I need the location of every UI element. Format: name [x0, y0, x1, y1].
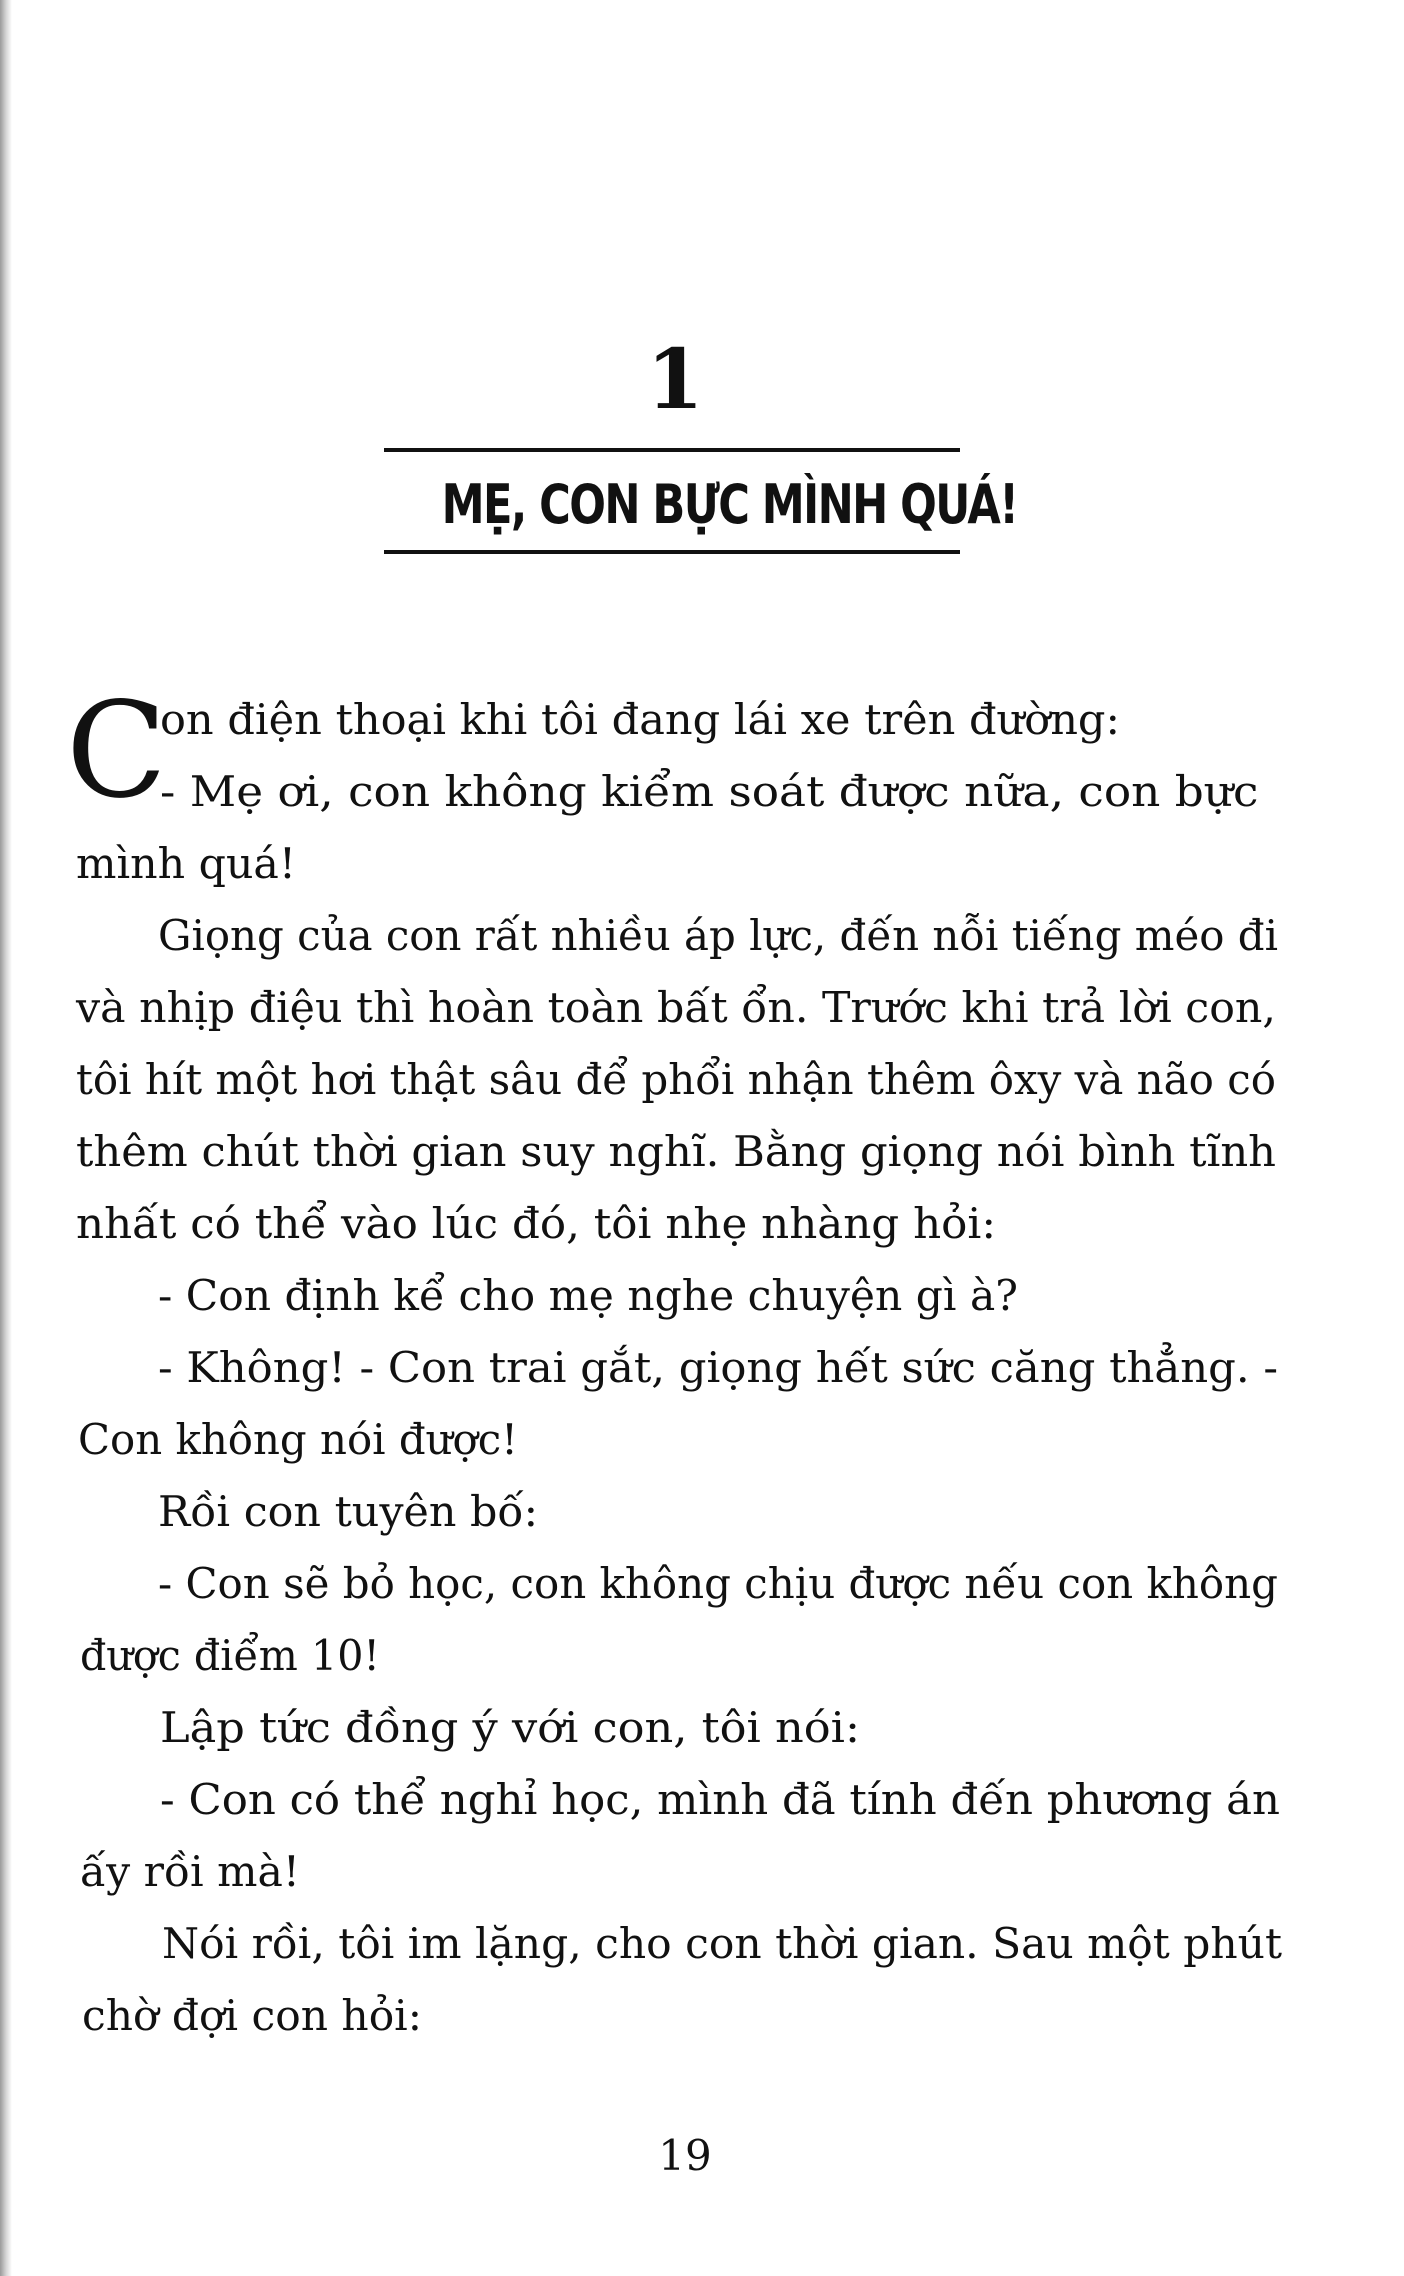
body-line: mình quá! [76, 839, 297, 888]
drop-cap: C [66, 674, 167, 828]
chapter-number: 1 [646, 332, 704, 428]
body-line: thêm chút thời gian suy nghĩ. Bằng giọng nói bình tĩnh [76, 1127, 1277, 1176]
body-line: Nói rồi, tôi im lặng, cho con thời gian. Sau một phút [162, 1919, 1283, 1968]
body-line: chờ đợi con hỏi: [82, 1991, 422, 2040]
body-line: Rồi con tuyên bố: [158, 1487, 539, 1536]
body-line: - Con có thể nghỉ học, mình đã tính đến phương án [160, 1775, 1281, 1824]
body-line: và nhịp điệu thì hoàn toàn bất ổn. Trước khi trả lời con, [76, 983, 1276, 1032]
body-line: - Con sẽ bỏ học, con không chịu được nếu con không [158, 1559, 1278, 1608]
body-line: tôi hít một hơi thật sâu để phổi nhận thêm ôxy và não có [76, 1055, 1276, 1104]
body-line: - Không! - Con trai gắt, giọng hết sức căng thẳng. - [158, 1343, 1278, 1392]
body-line: nhất có thể vào lúc đó, tôi nhẹ nhàng hỏi: [76, 1199, 997, 1248]
body-line: - Mẹ ơi, con không kiểm soát được nữa, con bực [160, 767, 1259, 816]
body-line: Lập tức đồng ý với con, tôi nói: [160, 1703, 860, 1752]
body-line: on điện thoại khi tôi đang lái xe trên đường: [160, 695, 1121, 744]
body-line: được điểm 10! [80, 1631, 380, 1680]
body-line: Giọng của con rất nhiều áp lực, đến nỗi tiếng méo đi [158, 911, 1279, 960]
body-line: ấy rồi mà! [80, 1847, 300, 1896]
title-rule-bottom [384, 550, 960, 554]
chapter-title: MẸ, CON BỰC MÌNH QUÁ! [441, 473, 1018, 536]
page-number: 19 [658, 2131, 712, 2180]
title-rule-top [384, 448, 960, 452]
body-line: Con không nói được! [78, 1415, 519, 1464]
body-line: - Con định kể cho mẹ nghe chuyện gì à? [158, 1271, 1018, 1320]
